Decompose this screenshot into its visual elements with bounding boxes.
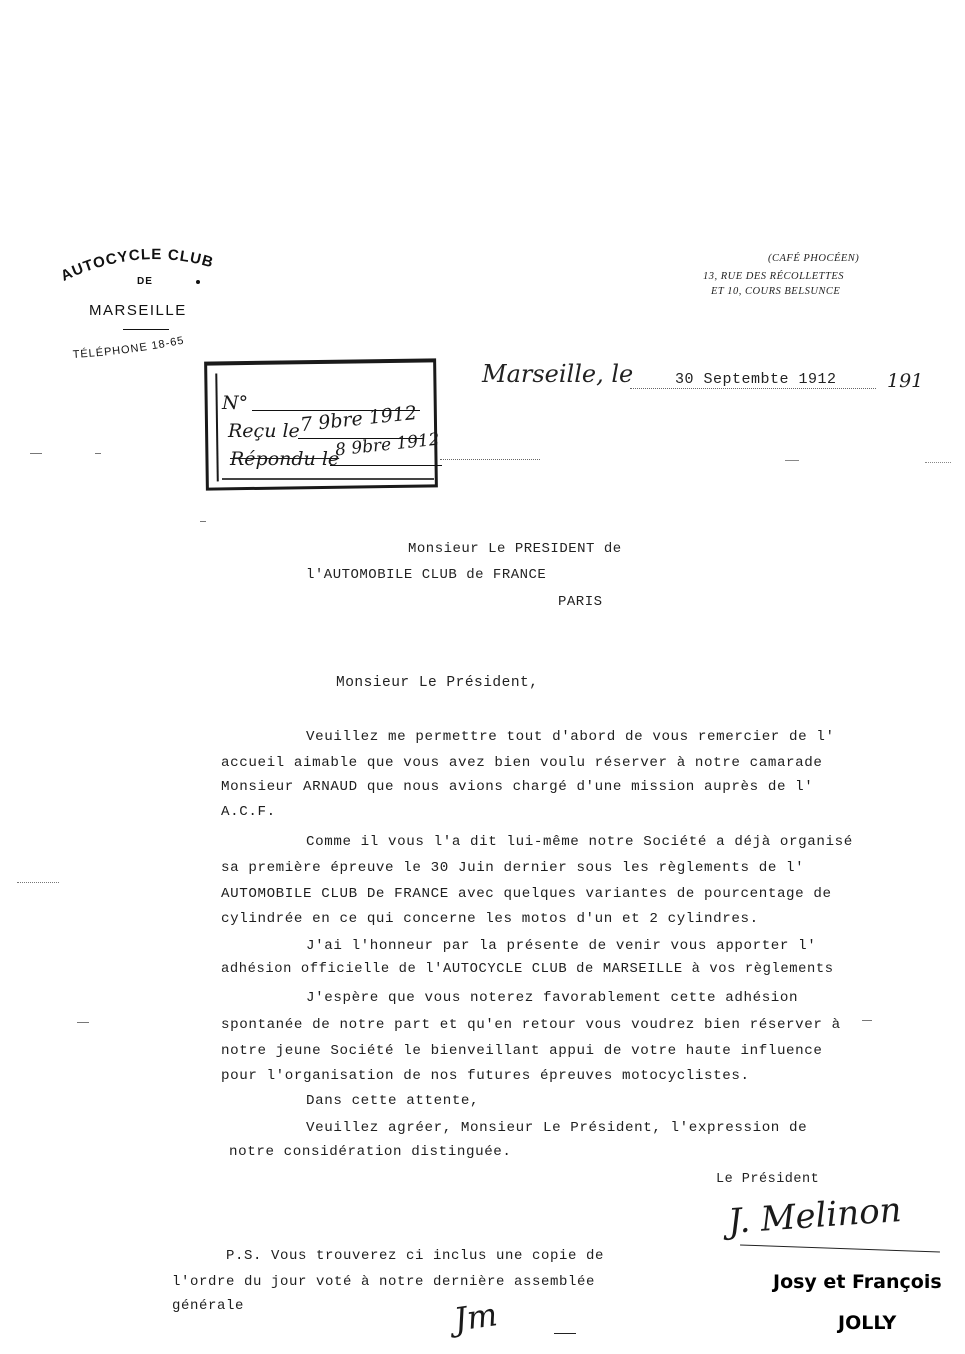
recipient-line-1: Monsieur Le PRESIDENT de — [408, 541, 622, 557]
postscript-line: générale — [172, 1298, 245, 1314]
salutation: Monsieur Le Président, — [336, 675, 539, 691]
body-line: cylindrée en ce qui concerne les motos d'un et 2 cylindres. — [221, 911, 759, 927]
closing-title: Le Président — [716, 1172, 820, 1187]
dateline-printed-year: 191 — [887, 370, 924, 392]
address-line-1: (CAFÉ PHOCÉEN) — [768, 253, 860, 264]
scan-mark — [30, 453, 42, 454]
club-phone-text: TÉLÉPHONE 18-65 — [72, 334, 186, 362]
body-line: J'espère que vous noterez favorablement cette adhésion — [306, 990, 799, 1006]
scan-mark — [862, 1020, 872, 1021]
body-line: notre considération distinguée. — [229, 1144, 512, 1160]
body-line: Veuillez me permettre tout d'abord de vous remercier de l' — [306, 729, 835, 745]
body-line: A.C.F. — [221, 804, 276, 820]
club-de: DE — [137, 276, 153, 287]
svg-text:TÉLÉPHONE 18-65 — [72, 334, 185, 361]
stamp-repondu-value: 8 9bre 1912 — [334, 429, 441, 461]
postscript-line: l'ordre du jour voté à notre dernière assemblée — [172, 1274, 596, 1290]
body-line: adhésion officielle de l'AUTOCYCLE CLUB de MARSEILLE à vos règlements — [221, 962, 834, 977]
dateline-place: Marseille, le — [482, 360, 634, 388]
body-line: accueil aimable que vous avez bien voulu réserver à notre camarade — [221, 755, 823, 771]
club-name-arc — [50, 235, 260, 305]
body-line: Comme il vous l'a dit lui-même notre Société a déjà organisé — [306, 834, 853, 850]
scan-mark — [925, 462, 951, 463]
stamp-no-label: N° — [222, 392, 249, 414]
dateline-rule — [630, 388, 876, 389]
body-line: AUTOMOBILE CLUB De FRANCE avec quelques variantes de pourcentage de — [221, 886, 832, 902]
signature: J. Melinon — [726, 1189, 903, 1243]
club-name-arc-text: AUTOCYCLE CLUB — [58, 245, 216, 285]
postscript-line: P.S. Vous trouverez ci inclus une copie de — [226, 1248, 605, 1264]
scan-mark — [785, 460, 799, 461]
recipient-line-3: PARIS — [558, 594, 603, 610]
body-line: Dans cette attente, — [306, 1093, 480, 1109]
body-line: notre jeune Société le bienveillant appui de votre haute influence — [221, 1043, 823, 1059]
signature-underline — [740, 1245, 940, 1253]
body-line: pour l'organisation de nos futures épreuves motocyclistes. — [221, 1068, 750, 1084]
recipient-line-2: l'AUTOMOBILE CLUB de FRANCE — [306, 567, 547, 583]
stamp-repondu-label: Répondu le — [230, 448, 340, 470]
stamp-trailing-rule — [440, 459, 540, 460]
club-city: MARSEILLE — [89, 302, 187, 319]
initials-dash — [554, 1333, 576, 1334]
body-line: J'ai l'honneur par la présente de venir vous apporter l' — [306, 938, 817, 954]
scan-mark — [200, 521, 206, 522]
scan-mark — [17, 882, 59, 883]
body-line: Monsieur ARNAUD que nous avions chargé d'une mission auprès de l' — [221, 779, 814, 795]
body-line: spontanée de notre part et qu'en retour vous voudrez bien réserver à — [221, 1017, 841, 1033]
body-line: Veuillez agréer, Monsieur Le Président, l'expression de — [306, 1120, 808, 1136]
body-line: sa première épreuve le 30 Juin dernier sous les règlements de l' — [221, 860, 805, 876]
address-line-3: ET 10, COURS BELSUNCE — [711, 286, 841, 297]
scan-mark — [77, 1022, 89, 1023]
stamp-repondu-rule — [330, 465, 442, 466]
credit-line-1: Josy et François — [773, 1271, 942, 1293]
stamp-bottom-line — [222, 478, 434, 480]
dateline-typed-date: 30 Septembte 1912 — [675, 371, 837, 388]
handwritten-initials: Jm — [451, 1295, 500, 1339]
address-line-2: 13, RUE DES RÉCOLLETTES — [703, 271, 845, 282]
scan-mark — [95, 453, 101, 454]
stamp-recu-label: Reçu le — [228, 420, 300, 442]
dot-mark — [196, 280, 200, 284]
stamp-recu-value: 7 9bre 1912 — [299, 401, 418, 437]
credit-line-2: JOLLY — [838, 1312, 897, 1334]
